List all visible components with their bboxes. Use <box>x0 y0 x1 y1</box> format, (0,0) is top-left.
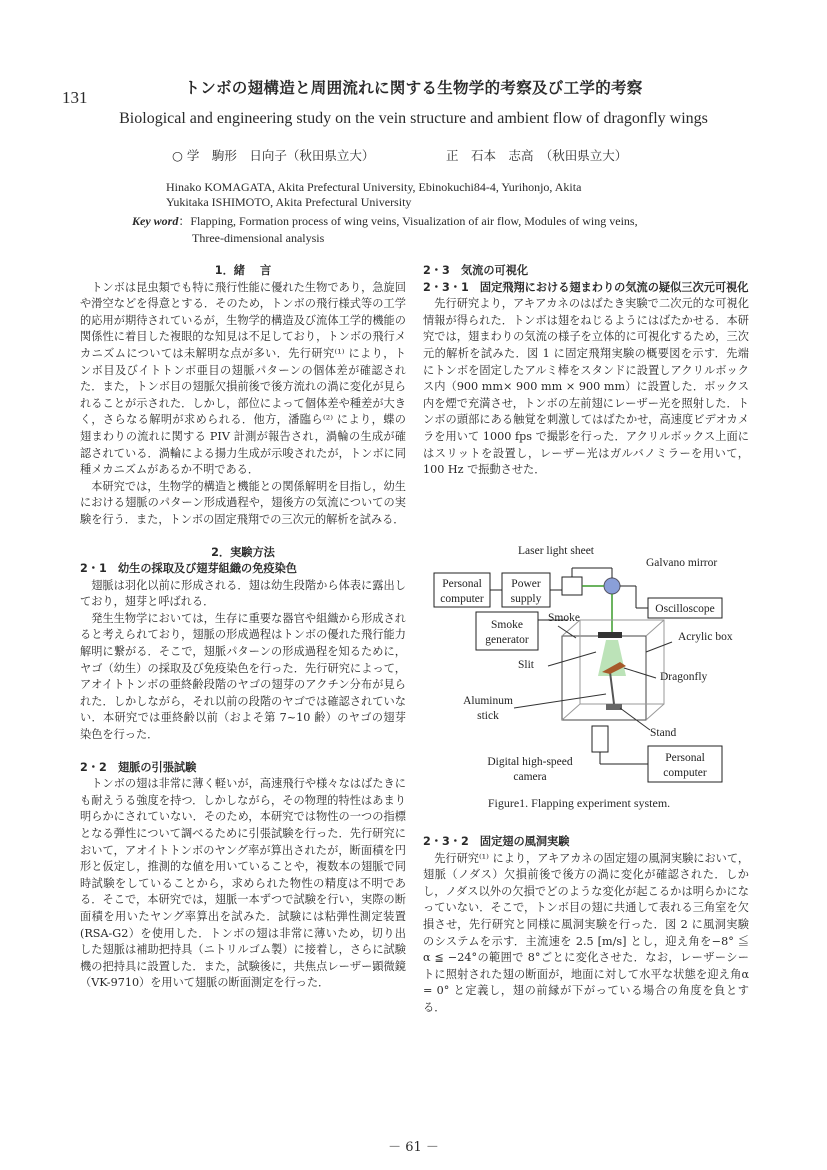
page-number: 131 <box>62 88 88 107</box>
paper-title-japanese: トンボの翅構造と周囲流れに関する生物学的考察及び工学的考察 <box>184 79 643 97</box>
keywords-line-1: ：Flapping, Formation process of wing veins, Visualization of air flow, Modules of wing veins, <box>178 214 638 228</box>
intro-paragraph-2: 本研究では，生物学的構造と機能との関係解明を目指し，幼生における翅脈のパターン形成過程や，翅後方の気流についての実験を行う．また，トンボの固定飛翔での三次元的解析を試みる． <box>80 479 406 526</box>
label-personal-computer-2-line2: computer <box>663 767 707 779</box>
keywords-label: Key word <box>132 214 179 228</box>
subsection-heading-2-3-2: 2・3・2 固定翅の風洞実験 <box>423 835 570 848</box>
label-power-supply-line2: supply <box>510 593 542 605</box>
figure-1-diagram <box>430 540 770 790</box>
author-affiliation-2: Yukitaka ISHIMOTO, Akita Prefectural University <box>166 195 412 209</box>
keywords <box>132 213 772 247</box>
label-personal-computer-1-line2: computer <box>440 593 484 605</box>
acrylic-box-front <box>562 636 646 720</box>
label-acrylic-box: Acrylic box <box>678 631 733 643</box>
section-heading-methods: 2．実験方法 <box>211 545 275 559</box>
slit-shape <box>598 632 622 638</box>
label-power-supply-line1: Power <box>511 578 541 590</box>
author-2-japanese: 正 石本 志高 （秋田県立大） <box>446 148 628 163</box>
label-aluminum-line1: Aluminum <box>463 695 513 707</box>
galvano-mirror-icon <box>604 578 620 594</box>
label-oscilloscope: Oscilloscope <box>655 603 715 615</box>
methods-paragraph-3: トンボの翅は非常に薄く軽いが，高速飛行や様々なはばたきにも耐えうる強度を持つ．しかしながら，その物理的特性はあまり明らかにされていない．そのため，本研究では物性の一つの指標となる弾性について調べるために引張試験を行った．先行研究において，アオイトトンボのヤング率が算出されたが，断面積を円形と仮定し，推測的な値を用いていることや，複数本の翅脈で同時試験をしていることから，求められた物性の精度は不明である．そこで，本研究では，翅脈一本ずつで試験を行い，実際の断面積を用いたヤング率算出を試みた．試験には粘弾性測定装置(RSA-G2）を使用した．トンボの翅は非常に薄いため，切り出した翅脈は補助把持具（ニトリルゴム製）に接着し，さらに試験機の把持具に設置した．また，試験後に，共焦点レーザー顕微鏡（VK-9710）を用いて翅脈の断面測定を行った． <box>80 777 406 990</box>
label-stand: Stand <box>650 727 677 739</box>
intro-paragraph-1: トンボは昆虫類でも特に飛行性能に優れた生物であり，急旋回や滑空などを得意とする．そのため，トンボの飛行様式等の工学的応用が期待されているが，生物学的構造及び流体工学的機能の関係性に着目した複眼的な知見は不足しており，トンボの飛行メカニズムについては未解明な点が多い．先行研究⁽¹⁾ により，トンボ目及びイトトンボ亜目の翅脈パターンの個体差が確認された．また，トンボ目の翅脈欠損前後で後方流れの渦に変化が見られることが示された．しかし，部位によって個体差や種差が大きく，さらなる解明が求められる．他方，潘臨ら⁽²⁾ により，蝶の翅まわりの流れに関する PIV 計測が報告され，渦輪の生成が確認されている．渦輪による揚力生成が示唆されたが，トンボに同種メカニズムがあるか不明である． <box>80 280 406 477</box>
subsection-heading-2-2: 2・2 翅脈の引張試験 <box>80 760 197 774</box>
label-camera-line2: camera <box>513 771 547 783</box>
right-column-top <box>423 263 749 479</box>
page-footer-number: － 61 － <box>388 1140 439 1155</box>
paper-title-english: Biological and engineering study on the vein structure and ambient flow of dragonfly wings <box>119 110 708 127</box>
airflow-paragraph-1: 先行研究より，アキアカネのはばたき実験で二次元的な可視化情報が得られた．トンボは翅をねじるようにはばたかせる．本研究では，翅まわりの気流の様子を立体的に可視化するため，三次元的解析を試みた．図 1 に固定飛翔実験の概要図を示す．先端にトンボを固定したアルミ棒をスタンドに設置しアクリルボックス内（900 mm× 900 mm × 900 mm）に設置した．ボックス内を煙で充満させ，トンボの左前翅にレーザー光を照射した．トンボの頭部にある触覚を刺激してはばたかせ，高速度ビデオカメラを用いて 1000 fps で撮影を行った．アクリルボックス上面にはスリットを設置し，レーザー光はガルバノミラーを用いて，100 Hz で振動させた． <box>423 297 749 477</box>
label-aluminum-line2: stick <box>477 710 499 722</box>
label-galvano-mirror: Galvano mirror <box>646 557 718 569</box>
right-column-bottom <box>423 834 749 1017</box>
keywords-line-2: Three-dimensional analysis <box>192 231 325 245</box>
aluminum-stick-shape <box>610 672 614 704</box>
label-smoke-generator-line2: generator <box>485 634 529 646</box>
figure-1-caption: Figure1. Flapping experiment system. <box>487 796 671 810</box>
methods-paragraph-1: 翅脈は羽化以前に形成される．翅は幼生段階から体表に露出しており，翅芽と呼ばれる． <box>80 578 406 609</box>
subsection-heading-2-3-1: 2・3・1 固定飛翔における翅まわりの気流の疑似三次元可視化 <box>423 280 749 294</box>
authors-english <box>166 180 581 210</box>
laser-box <box>562 577 582 595</box>
label-personal-computer-2-line1: Personal <box>665 752 705 764</box>
subsection-heading-2-1: 2・1 幼生の採取及び翅芽組織の免疫染色 <box>80 562 297 576</box>
author-affiliation-1: Hinako KOMAGATA, Akita Prefectural University, Ebinokuchi84-4, Yurihonjo, Akita <box>166 180 582 194</box>
left-column <box>80 263 406 992</box>
camera-box <box>592 726 608 752</box>
wind-tunnel-paragraph: 先行研究⁽¹⁾ により，アキアカネの固定翅の風洞実験において，翅脈（ノダス）欠損前後で後方の渦に変化が確認された．しかし，ノダス以外の欠損でどのような変化が起こるかは明らかになっていない．そこで，トンボ目の翅に共通して表れる三角室を欠損させ，先行研究と同様に風洞実験を行った．図 2 に風洞実験のシステムを示す．主流速を 2.5 [m/s] とし，迎え角を−8° ≦ α ≦ −24°の範囲で 8°ごとに変化させた．なお，レーザーシートに照射された翅の断面が，地面に対して水平な状態を迎え角α = 0° と定義し，翅の前縁が下がっている場合の角度を負とする． <box>423 851 750 1014</box>
figure-1 <box>430 540 770 820</box>
subsection-heading-2-3: 2・3 気流の可視化 <box>423 264 529 277</box>
author-1-japanese: ○ 学 駒形 日向子（秋田県立大） <box>172 148 375 163</box>
label-smoke-generator-line1: Smoke <box>491 619 523 631</box>
label-camera-line1: Digital high-speed <box>487 756 573 768</box>
label-laser-light-sheet: Laser light sheet <box>518 545 595 557</box>
stand-shape <box>606 704 622 710</box>
label-smoke: Smoke <box>548 612 580 624</box>
label-dragonfly: Dragonfly <box>660 671 708 683</box>
label-slit: Slit <box>518 659 534 671</box>
label-personal-computer-1-line1: Personal <box>442 578 482 590</box>
section-heading-introduction: 1．緒 言 <box>214 264 272 277</box>
methods-paragraph-2: 発生生物学においては，生存に重要な器官や組織から形成されると考えられており，翅脈の形成過程はトンボの優れた飛行能力解明に繋がる．そこで，翅脈パターンの形成過程を知るために，ヤゴ（幼生）の採取及び免疫染色を行った．先行研究によって，アオイトトンボの亜終齢段階のヤゴの翅芽のアクチン分布が見られた．しかしながら，それ以前の段階のヤゴでは確認されていない．本研究では亜終齢以前（およそ第 7~10 齢）のヤゴの翅芽染色を行った． <box>80 611 406 742</box>
